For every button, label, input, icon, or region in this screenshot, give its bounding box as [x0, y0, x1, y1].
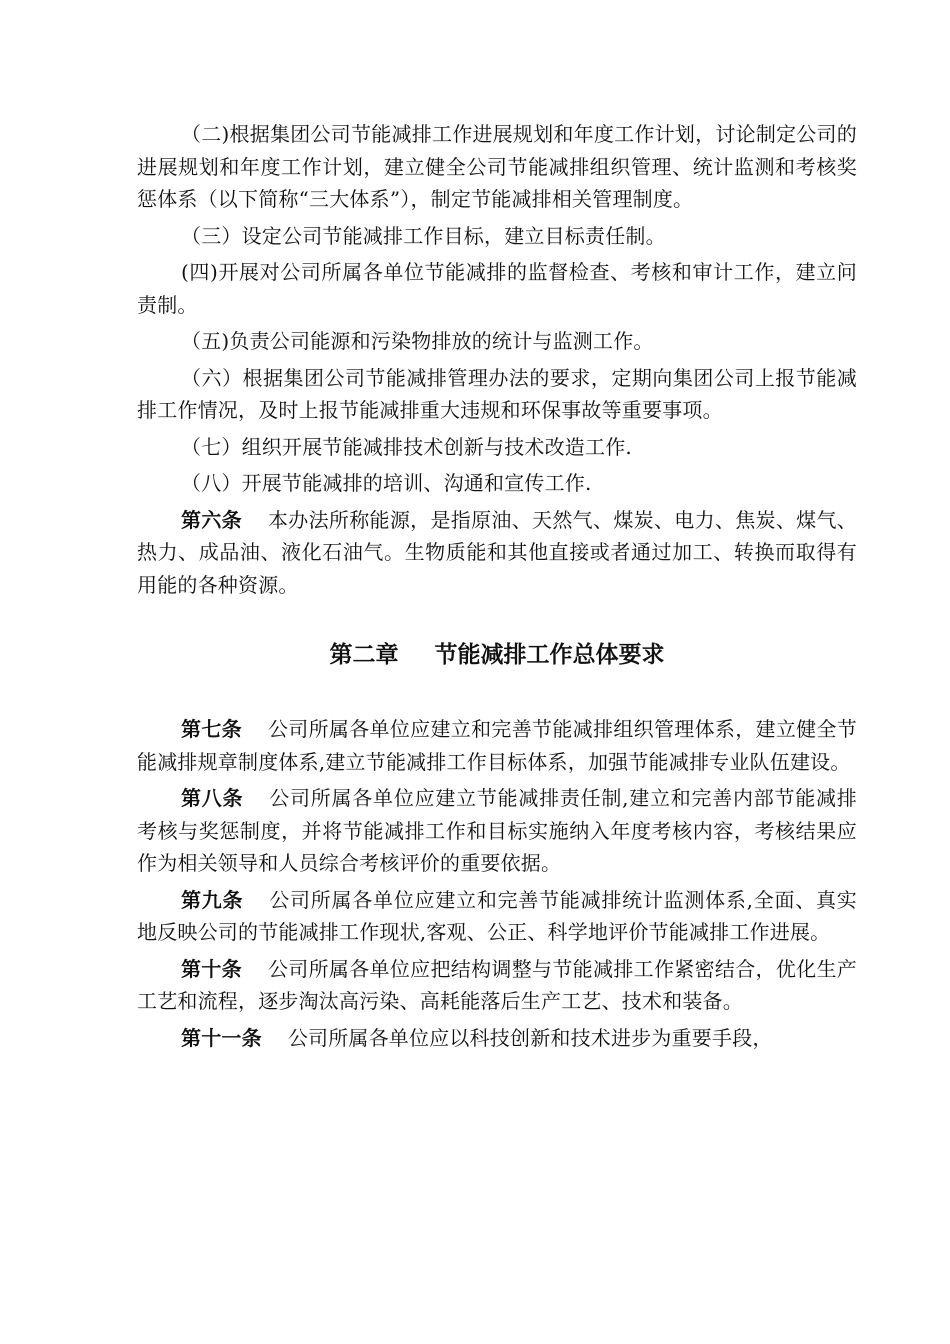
- article-text: 公司所属各单位应建立节能减排责任制,建立和完善内部节能减排考核与奖惩制度，并将节能减排工作和目标实施纳入年度考核内容，考核结果应作为相关领导和人员综合考核评价的重要依据。: [137, 786, 857, 875]
- chapter-heading: [137, 639, 857, 671]
- article-7: [137, 713, 857, 778]
- clause-8: （八）开展节能减排的培训、沟通和宣传工作.: [181, 471, 592, 495]
- article-label: 第八条: [181, 786, 244, 810]
- clause-7: （七）组织开展节能减排技术创新与技术改造工作.: [181, 434, 632, 459]
- chapter-title: 节能减排工作总体要求: [434, 642, 665, 668]
- article-8: [137, 782, 857, 880]
- article-label: 第九条: [181, 887, 244, 912]
- chapter-number: 第二章: [329, 642, 399, 668]
- article-9: [137, 884, 857, 949]
- article-text: 公司所属各单位应建立和完善节能减排组织管理体系，建立健全节能减排规章制度体系,建立节能减排工作目标体系，加强节能减排专业队伍建设。: [137, 717, 857, 774]
- article-11: [137, 1022, 857, 1055]
- article-10: [137, 953, 857, 1018]
- article-text: 公司所属各单位应把结构调整与节能减排工作紧密结合，优化生产工艺和流程，逐步淘汰高污染、高耗能落后生产工艺、技术和装备。: [137, 956, 857, 1013]
- clause-2: （二)根据集团公司节能减排工作进展规划和年度工作计划，讨论制定公司的进展规划和年度工作计划，建立健全公司节能减排组织管理、统计监测和考核奖惩体系（以下简称“三大体系”），制定节能减排相关管理制度。: [137, 122, 857, 211]
- clause-5: （五)负责公司能源和污染物排放的统计与监测工作。: [181, 329, 654, 353]
- clause-3: （三）设定公司节能减排工作目标，建立目标责任制。: [181, 223, 666, 248]
- clause-4: (四)开展对公司所属各单位节能减排的监督检查、考核和审计工作，建立问责制。: [137, 260, 857, 317]
- document-body: [137, 118, 857, 1058]
- article-6: [137, 504, 857, 602]
- clause-6: （六）根据集团公司节能减排管理办法的要求，定期向集团公司上报节能减排工作情况，及时上报节能减排重大违规和环保事故等重要事项。: [137, 365, 857, 422]
- article-label: 第七条: [181, 717, 242, 741]
- article-text: 公司所属各单位应建立和完善节能减排统计监测体系,全面、真实地反映公司的节能减排工作现状,客观、公正、科学地评价节能减排工作进展。: [137, 887, 857, 944]
- article-text: 公司所属各单位应以科技创新和技术进步为重要手段，: [287, 1025, 773, 1050]
- article-label: 第六条: [181, 507, 242, 532]
- article-label: 第十一条: [181, 1025, 262, 1050]
- article-label: 第十条: [181, 956, 242, 981]
- article-text: 本办法所称能源，是指原油、天然气、煤炭、电力、焦炭、煤气、热力、成品油、液化石油气。生物质能和其他直接或者通过加工、转换而取得有用能的各种资源。: [137, 507, 857, 597]
